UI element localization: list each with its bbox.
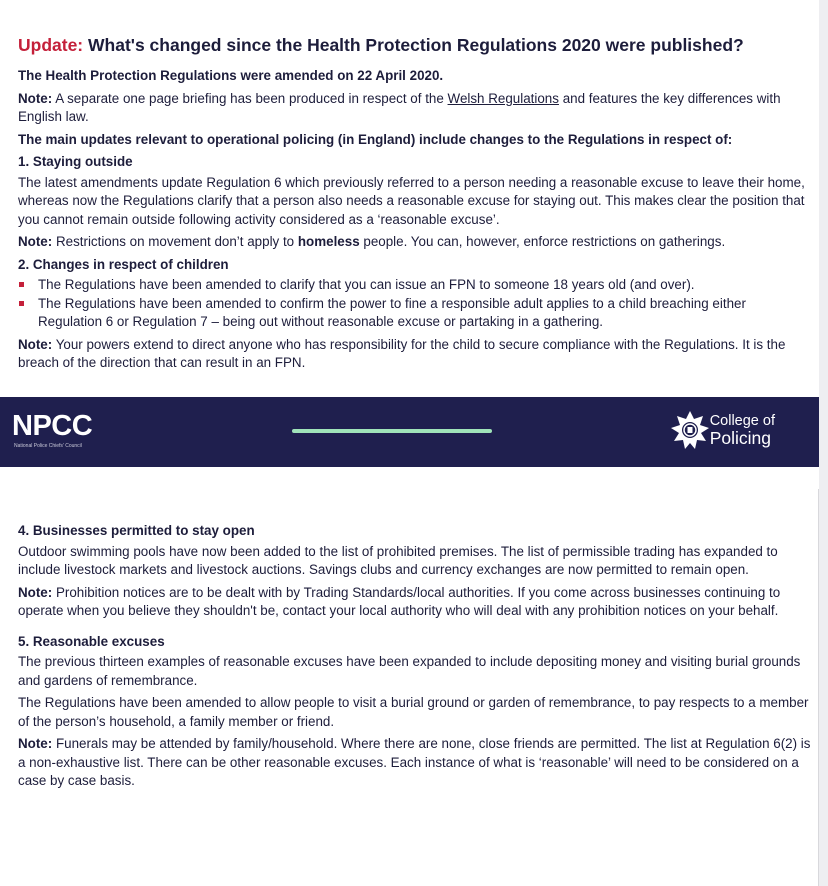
note-prohibition	[18, 584, 814, 621]
note-text: people. You can, however, enforce restrictions on gatherings.	[363, 234, 726, 249]
amended-date-line: The Health Protection Regulations were amended on 22 April 2020.	[18, 68, 444, 83]
main-updates-intro: The main updates relevant to operational policing (in England) include changes to the Regulations in respect of:	[18, 131, 733, 147]
note-text: A separate one page briefing has been produced in respect of the	[55, 90, 444, 106]
section-1-heading: 1. Staying outside	[18, 154, 133, 169]
note-text: Restrictions on movement don’t apply to	[55, 234, 295, 249]
section-5-text-1: The previous thirteen examples of reasonable excuses have been expanded to include depositing money and visiting burial grounds and gardens of remembrance.	[18, 654, 801, 688]
section-4-text: Outdoor swimming pools have now been added to the list of prohibited premises. The list of permissible trading has expanded to include livestock markets and livestock auctions. Savings clubs and currency exchanges are now permitted to remain open.	[18, 543, 778, 577]
note-label: Note:	[18, 234, 53, 249]
note-text: Prohibition notices are to be dealt with by Trading Standards/local authorities. If you come across businesses continuing to operate when you believe they shouldn't be, contact your local authority who will deal with any prohibition notices on your behalf.	[18, 584, 781, 618]
list-item: The Regulations have been amended to confirm the power to fine a responsible adult applies to a child breaching either Regulation 6 or Regulation 7 – being out without reasonable excuse or partaking in a gathering.	[18, 295, 805, 332]
note-label: Note:	[18, 336, 53, 352]
list-item: The Regulations have been amended to clarify that you can issue an FPN to someone 18 years old (and over).	[18, 276, 805, 295]
page-right-edge	[818, 0, 828, 886]
section-1-text: The latest amendments update Regulation 6 which previously referred to a person needing a reasonable excuse to leave their home, whereas now the Regulations clarify that a person also needs a reasonable excuse for staying out. This makes clear the position that you cannot remain outside following activity considered as a ‘reasonable excuse’.	[18, 174, 805, 227]
note-welsh-regulations	[18, 90, 805, 127]
note-text: and features the key differences with English law.	[18, 90, 781, 124]
footer-logo-band	[0, 397, 819, 467]
welsh-regulations-link[interactable]: Welsh Regulations	[447, 90, 559, 106]
note-child-direction	[18, 336, 805, 373]
page-2-content	[18, 522, 814, 795]
section-4-heading: 4. Businesses permitted to stay open	[18, 523, 255, 538]
note-label: Note:	[18, 736, 53, 751]
section-2-heading: 2. Changes in respect of children	[18, 256, 229, 272]
college-of-policing-logo	[710, 413, 775, 447]
note-funerals	[18, 735, 814, 791]
section-2-bullet-list	[18, 276, 805, 332]
section-5-heading: 5. Reasonable excuses	[18, 633, 165, 649]
npcc-logo-subtitle: National Police Chiefs’ Council	[14, 443, 82, 449]
note-homeless	[18, 233, 805, 252]
page-gap	[0, 467, 819, 489]
college-line-1: College of	[709, 413, 775, 429]
note-text: Your powers extend to direct anyone who has responsibility for the child to secure compliance with the Regulations. It is the breach of the direction that can result in an FPN.	[18, 336, 786, 370]
note-label: Note:	[18, 90, 53, 106]
page-title	[18, 34, 805, 56]
police-crest-icon	[668, 409, 712, 453]
section-5-text-2: The Regulations have been amended to allow people to visit a burial ground or garden of remembrance, to pay respects to a member of the person’s household, a family member or friend.	[18, 695, 809, 729]
title-label: Update:	[18, 35, 84, 55]
college-line-2: Policing	[709, 428, 771, 448]
note-text: Funerals may be attended by family/household. Where there are none, close friends are permitted. The list at Regulation 6(2) is a non-exhaustive list. There can be other reasonable excuses. Each instance of what is ‘reasonable’ will need to be considered on a case by case basis.	[18, 736, 811, 788]
accent-divider-line	[292, 429, 492, 433]
page-1-content	[18, 34, 805, 377]
note-emphasis: homeless	[297, 234, 360, 249]
title-text: What's changed since the Health Protection Regulations 2020 were published?	[88, 35, 744, 55]
document-page-1	[0, 0, 819, 397]
note-label: Note:	[18, 584, 53, 600]
npcc-logo: NPCC	[12, 410, 93, 442]
